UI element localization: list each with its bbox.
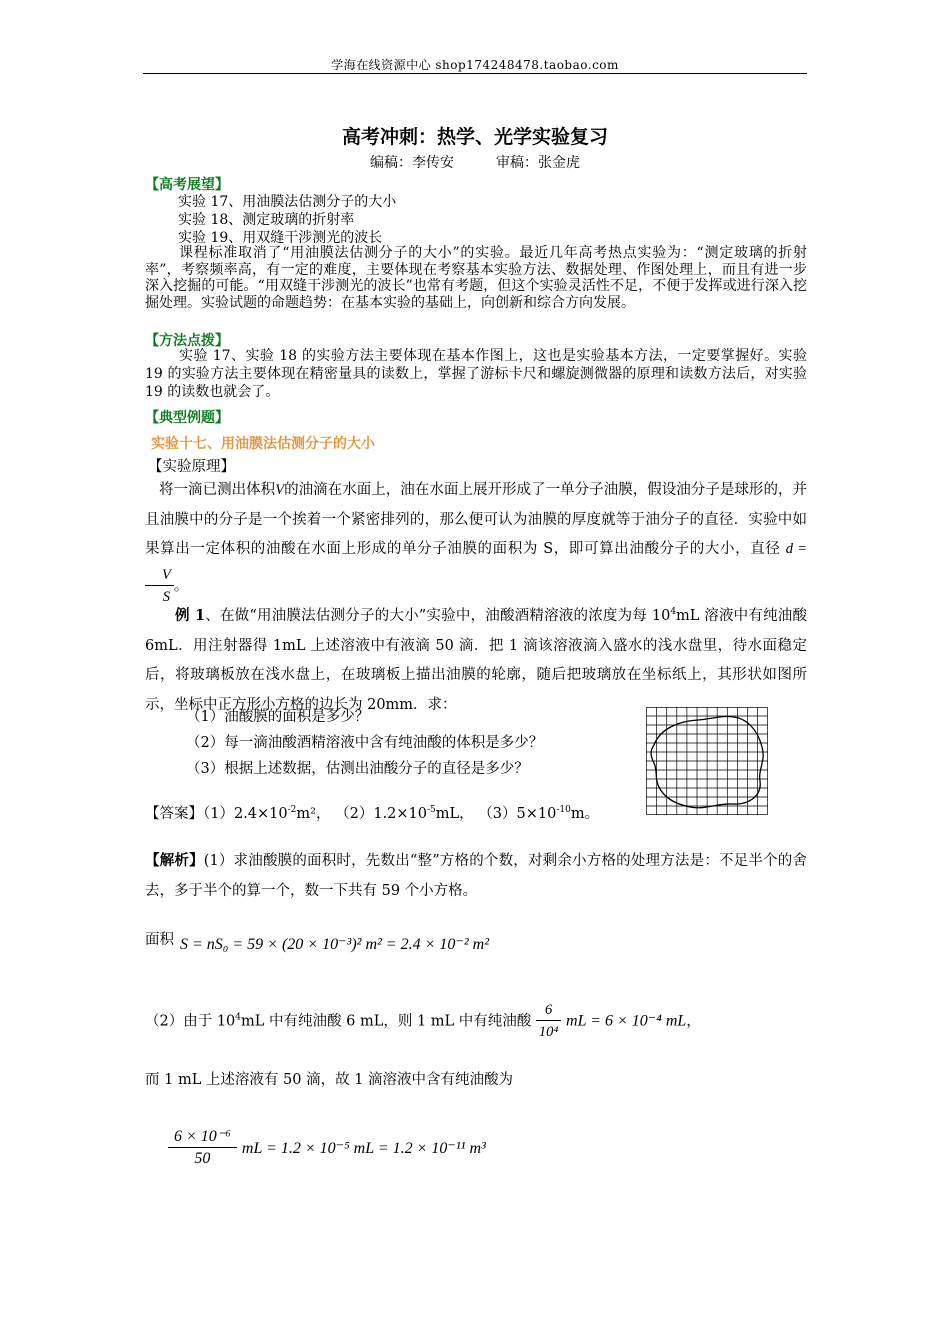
outlook-item: 实验 19、用双缝干涉测光的波长 bbox=[178, 230, 383, 246]
outlook-item: 实验 17、用油膜法估测分子的大小 bbox=[178, 194, 397, 210]
example-1-paragraph: 例 1、在做“用油膜法估测分子的大小”实验中，油酸酒精溶液的浓度为每 $10^4mL$ 溶液中有纯油酸 6mL．用注射器得 1mL 上述溶液中有液滴 50 滴．把 1 滴该溶液滴入盛水的浅水盘里，待水面稳定后，将玻璃板放在浅水盘上，在玻璃板上描出油膜的轮廓，随后把玻璃放在坐标纸上，其形状如图所示，坐标中正方形小方格的边长为 20mm．求： bbox=[145, 607, 807, 713]
analysis-paragraph: 【解析】(1）求油酸膜的面积时，先数出“整”方格的个数，对剩余小方格的处理方法是：不足半个的舍去，多于半个的算一个，数一下共有 59 个小方格。 bbox=[145, 852, 807, 899]
section-method-heading: 【方法点拨】 bbox=[145, 333, 229, 349]
section-outlook-heading: 【高考展望】 bbox=[145, 177, 229, 193]
pure-oil-fraction: $\frac{6}{\text{10⁴}}$ bbox=[536, 1000, 562, 1043]
question-1: （1）油酸膜的面积是多少？ bbox=[186, 709, 370, 725]
question-3: （3）根据上述数据，估测出油酸分子的直径是多少？ bbox=[186, 761, 529, 777]
diameter-fraction: $\frac{V}{S}$ bbox=[145, 565, 174, 608]
principle-label: 【实验原理】 bbox=[148, 459, 235, 475]
answer-label: 【答案】 bbox=[145, 806, 203, 822]
method-paragraph: 实验 17、实验 18 的实验方法主要体现在基本作图上，这也是实验基本方法，一定要掌握好。实验 19 的实验方法主要体现在精密量具的读数上，掌握了游标卡尺和螺旋测微器的原理和读数方法后，对实验 19 的读数也就会了。 bbox=[145, 348, 807, 400]
outlook-paragraph: 课程标准取消了“用油膜法估测分子的大小”的实验。最近几年高考热点实验为：“测定玻璃的折射率”，考察频率高，有一定的难度，主要体现在考察基本实验方法、数据处理、作图处理上，而且有进一步深入挖掘的可能。“用双缝干涉测光的波长”也常有考题，但这个实验灵活性不足，不便于发挥或进行深入挖掘处理。实验试题的命题趋势：在基本实验的基础上，向创新和综合方向发展。 bbox=[145, 245, 807, 311]
final-fraction: $\frac{\text{6 × 10⁻⁶}}{50}$ bbox=[168, 1127, 237, 1170]
analysis-label: 【解析】 bbox=[145, 852, 204, 869]
byline bbox=[0, 152, 950, 172]
area-formula: S = nS₀ = 59 × (20 × 10⁻³)² m² = 2.4 × 10⁻² m² bbox=[180, 936, 489, 953]
header-rule bbox=[143, 73, 807, 74]
answer-line: 【答案】$(1)2.4\times 10^{-2}m^2$， $(2)1.2\times 10^{-5}mL$， $(3)5\times 10^{-10}m$。 bbox=[145, 805, 600, 822]
reviewer: 审稿：张金虎 bbox=[496, 155, 580, 171]
analysis-part-2: （2）由于 $10^4mL$ 中有纯油酸 6 mL，则 1 mL 中有纯油酸 $\frac{6}{\text{10⁴}}$ mL = 6 × 10⁻⁴ mL， bbox=[145, 1000, 701, 1043]
diameter-formula-lhs: d = bbox=[785, 541, 807, 557]
section-examples-heading: 【典型例题】 bbox=[145, 410, 229, 426]
final-formula: $\frac{\text{6 × 10⁻⁶}}{50}$ mL = 1.2 × 10⁻⁵ mL = 1.2 × 10⁻¹¹ m³ bbox=[168, 1127, 486, 1170]
experiment-title: 实验十七、用油膜法估测分子的大小 bbox=[151, 436, 375, 452]
oil-film-grid-figure bbox=[646, 707, 768, 815]
example-label: 例 1 bbox=[175, 607, 206, 624]
symbol-v: V bbox=[275, 482, 285, 498]
question-2: （2）每一滴油酸酒精溶液中含有纯油酸的体积是多少？ bbox=[186, 735, 544, 751]
area-label: 面积 bbox=[145, 932, 174, 948]
page-header: 学海在线资源中心 shop174248478.taobao.com bbox=[331, 58, 619, 72]
analysis-part-3: 而 1 mL 上述溶液有 50 滴，故 1 滴溶液中含有纯油酸为 bbox=[145, 1072, 514, 1088]
principle-paragraph: 将一滴已测出体积V的油滴在水面上，油在水面上展开形成了一单分子油膜，假设油分子是球形的，并且油膜中的分子是一个挨着一个紧密排列的，那么便可认为油膜的厚度就等于油分子的直径．实验中如果算出一定体积的油酸在水面上形成的单分子油膜的面积为 S，即可算出油酸分子的大小，直径 d = $\frac{V}{S}$ 。 bbox=[145, 476, 807, 608]
grid-lines bbox=[646, 707, 768, 815]
outlook-item: 实验 18、测定玻璃的折射率 bbox=[178, 212, 355, 228]
editor: 编稿：李传安 bbox=[370, 155, 454, 171]
page-title: 高考冲刺：热学、光学实验复习 bbox=[341, 126, 608, 148]
